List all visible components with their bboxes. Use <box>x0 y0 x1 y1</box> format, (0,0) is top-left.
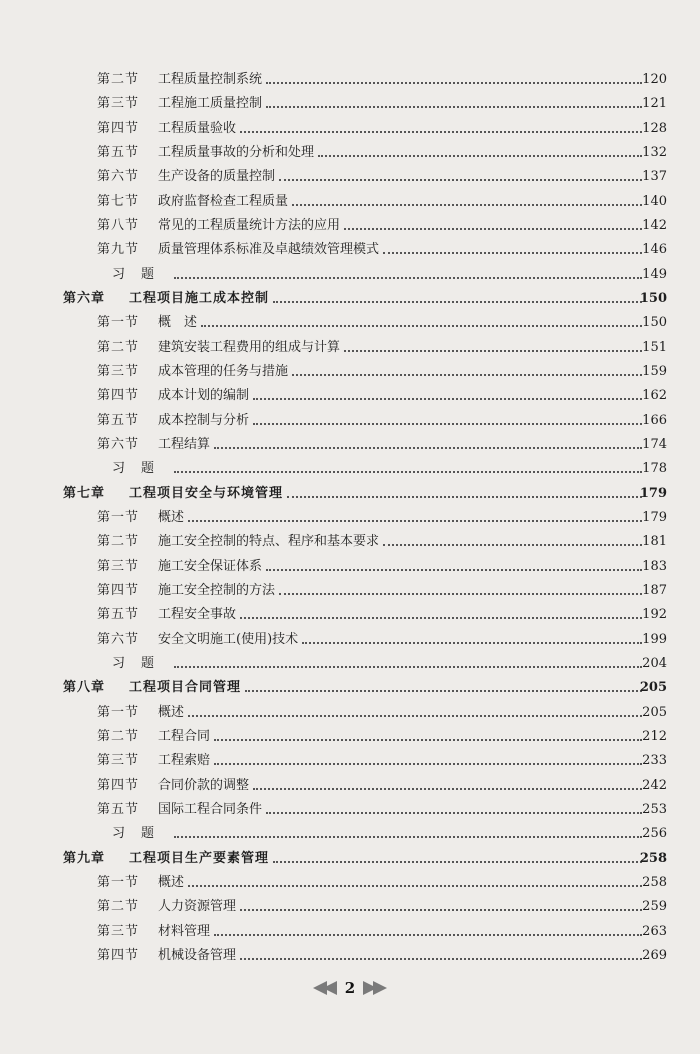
dot-leader <box>214 739 642 741</box>
section-label: 第三节 <box>97 364 140 380</box>
toc-section-row <box>0 92 700 116</box>
toc-section-row <box>0 117 700 141</box>
page-number-ref: 205 <box>642 704 667 720</box>
section-label: 第五节 <box>97 802 140 817</box>
page-number-ref: 146 <box>642 242 667 258</box>
page-number-ref: 140 <box>642 193 667 209</box>
page-number-ref: 256 <box>642 826 667 842</box>
section-label: 第一节 <box>97 874 140 890</box>
section-title: 成本管理的任务与措施 <box>158 364 289 380</box>
dot-leader <box>253 398 642 400</box>
section-label: 第三节 <box>97 923 140 939</box>
section-label: 第八节 <box>97 218 140 234</box>
section-title: 工程安全事故 <box>158 607 237 623</box>
dot-leader <box>273 861 642 863</box>
page-number-ref: 259 <box>642 899 667 915</box>
dot-leader <box>287 496 642 498</box>
page-number-ref: 205 <box>639 680 667 696</box>
section-label: 第六节 <box>97 631 140 647</box>
section-title: 国际工程合同条件 <box>158 802 263 817</box>
toc-exercise-row <box>0 457 700 481</box>
toc-section-row <box>0 384 700 408</box>
toc-section-row <box>0 749 700 773</box>
page-number-ref: 242 <box>642 777 667 793</box>
page-number-ref: 142 <box>642 218 667 234</box>
chapter-title: 工程项目合同管理 <box>129 680 242 696</box>
page-number-ref: 132 <box>642 145 667 161</box>
page-number-ref: 149 <box>642 266 667 282</box>
toc-section-row <box>0 628 700 652</box>
dot-leader <box>240 958 642 960</box>
section-label: 第一节 <box>97 315 140 331</box>
toc-section-row <box>0 579 700 603</box>
dot-leader <box>214 934 642 936</box>
section-title: 常见的工程质量统计方法的应用 <box>158 218 341 234</box>
toc-section-row <box>0 409 700 433</box>
page-number-ref: 166 <box>642 412 667 428</box>
page-number-ref: 258 <box>642 874 667 890</box>
section-title: 概述 <box>158 510 185 526</box>
page-number-ref: 269 <box>642 947 667 963</box>
page-number-ref: 258 <box>639 850 667 866</box>
section-title: 施工安全保证体系 <box>158 558 263 574</box>
section-title: 机械设备管理 <box>158 947 237 963</box>
page-number-ornament <box>313 979 387 997</box>
toc-chapter-row <box>0 676 700 700</box>
toc-section-row <box>0 701 700 725</box>
section-title: 概 述 <box>158 315 198 331</box>
dot-leader <box>266 812 642 814</box>
section-title: 生产设备的质量控制 <box>158 169 276 185</box>
page-number-ref: 137 <box>642 169 667 185</box>
section-label: 第四节 <box>97 777 140 793</box>
dot-leader <box>344 350 642 352</box>
page-number-ref: 150 <box>642 315 667 331</box>
page-number-ref: 151 <box>642 339 667 355</box>
section-title: 材料管理 <box>158 923 211 939</box>
dot-leader <box>188 715 642 717</box>
section-label: 第七节 <box>97 193 140 209</box>
section-label: 第四节 <box>97 120 140 136</box>
dot-leader <box>245 690 642 692</box>
chapter-title: 工程项目安全与环境管理 <box>129 485 284 501</box>
dot-leader <box>292 204 642 206</box>
section-title: 施工安全控制的方法 <box>158 583 276 599</box>
toc-section-row <box>0 555 700 579</box>
dot-leader <box>383 544 642 546</box>
section-title: 建筑安装工程费用的组成与计算 <box>158 339 341 355</box>
page-number-ref: 150 <box>639 291 667 307</box>
toc-section-row <box>0 336 700 360</box>
page-number-ref: 178 <box>642 461 667 477</box>
page-number-ref: 183 <box>642 558 667 574</box>
toc-exercise-row <box>0 822 700 846</box>
page-number-ref: 199 <box>642 631 667 647</box>
toc-chapter-row <box>0 847 700 871</box>
section-label: 第五节 <box>97 412 140 428</box>
page-number-ref: 128 <box>642 120 667 136</box>
dot-leader <box>279 593 642 595</box>
section-label: 第三节 <box>97 753 140 769</box>
page-number-ref: 179 <box>639 485 667 501</box>
chapter-title: 工程项目施工成本控制 <box>129 291 270 307</box>
table-of-contents <box>0 68 700 968</box>
section-label: 第四节 <box>97 388 140 404</box>
page-footer <box>0 975 700 1001</box>
dot-leader <box>266 569 642 571</box>
dot-leader <box>240 131 642 133</box>
toc-section-row <box>0 725 700 749</box>
toc-section-row <box>0 895 700 919</box>
dot-leader <box>174 471 642 473</box>
toc-section-row <box>0 165 700 189</box>
section-title: 习题 <box>112 266 171 282</box>
dot-leader <box>201 325 642 327</box>
section-label: 第九节 <box>97 242 140 258</box>
dot-leader <box>214 447 642 449</box>
dot-leader <box>188 885 642 887</box>
page-number-ref: 179 <box>642 510 667 526</box>
toc-chapter-row <box>0 287 700 311</box>
section-title: 工程质量控制系统 <box>158 72 263 88</box>
dot-leader <box>266 106 642 108</box>
dot-leader <box>318 155 642 157</box>
section-title: 质量管理体系标准及卓越绩效管理模式 <box>158 242 380 258</box>
section-label: 第五节 <box>97 145 140 161</box>
section-label: 第四节 <box>97 583 140 599</box>
dot-leader <box>240 617 642 619</box>
toc-section-row <box>0 774 700 798</box>
section-label: 第一节 <box>97 704 140 720</box>
double-right-arrow-icon <box>367 981 387 995</box>
chapter-label: 第六章 <box>63 291 106 307</box>
toc-section-row <box>0 919 700 943</box>
page-number-ref: 253 <box>642 802 667 817</box>
dot-leader <box>214 763 642 765</box>
section-title: 合同价款的调整 <box>158 777 250 793</box>
section-title: 成本控制与分析 <box>158 412 250 428</box>
dot-leader <box>383 252 642 254</box>
toc-section-row <box>0 311 700 335</box>
section-title: 工程结算 <box>158 437 211 453</box>
page-number-ref: 120 <box>642 72 667 88</box>
toc-section-row <box>0 944 700 968</box>
section-title: 成本计划的编制 <box>158 388 250 404</box>
toc-section-row <box>0 530 700 554</box>
section-label: 第六节 <box>97 437 140 453</box>
section-label: 第四节 <box>97 947 140 963</box>
dot-leader <box>273 301 642 303</box>
dot-leader <box>174 836 642 838</box>
toc-section-row <box>0 238 700 262</box>
section-label: 第三节 <box>97 558 140 574</box>
section-title: 习题 <box>112 826 171 842</box>
page-number-ref: 233 <box>642 753 667 769</box>
double-left-arrow-icon <box>313 981 333 995</box>
section-title: 政府监督检查工程质量 <box>158 193 289 209</box>
toc-section-row <box>0 360 700 384</box>
section-title: 工程索赔 <box>158 753 211 769</box>
section-label: 第六节 <box>97 169 140 185</box>
section-title: 工程质量验收 <box>158 120 237 136</box>
toc-section-row <box>0 871 700 895</box>
section-label: 第一节 <box>97 510 140 526</box>
section-label: 第二节 <box>97 729 140 745</box>
section-title: 工程质量事故的分析和处理 <box>158 145 315 161</box>
page-number: 2 <box>344 979 356 997</box>
section-label: 第二节 <box>97 899 140 915</box>
toc-section-row <box>0 433 700 457</box>
page-number-ref: 187 <box>642 583 667 599</box>
dot-leader <box>188 520 642 522</box>
chapter-label: 第八章 <box>63 680 106 696</box>
toc-section-row <box>0 68 700 92</box>
chapter-label: 第九章 <box>63 850 106 866</box>
page-number-ref: 181 <box>642 534 667 550</box>
section-title: 工程合同 <box>158 729 211 745</box>
section-title: 安全文明施工(使用)技术 <box>158 631 299 647</box>
dot-leader <box>302 642 642 644</box>
dot-leader <box>253 423 642 425</box>
section-label: 第二节 <box>97 339 140 355</box>
page-number-ref: 192 <box>642 607 667 623</box>
dot-leader <box>344 228 642 230</box>
dot-leader <box>292 374 642 376</box>
toc-section-row <box>0 603 700 627</box>
section-title: 概述 <box>158 704 185 720</box>
chapter-title: 工程项目生产要素管理 <box>129 850 270 866</box>
toc-section-row <box>0 506 700 530</box>
page-number-ref: 204 <box>642 656 667 672</box>
section-title: 工程施工质量控制 <box>158 96 263 112</box>
toc-section-row <box>0 798 700 822</box>
dot-leader <box>266 82 642 84</box>
page-number-ref: 174 <box>642 437 667 453</box>
section-title: 施工安全控制的特点、程序和基本要求 <box>158 534 380 550</box>
toc-exercise-row <box>0 263 700 287</box>
section-label: 第二节 <box>97 534 140 550</box>
section-label: 第二节 <box>97 72 140 88</box>
page-number-ref: 159 <box>642 364 667 380</box>
toc-exercise-row <box>0 652 700 676</box>
section-title: 习题 <box>112 461 171 477</box>
section-label: 第三节 <box>97 96 140 112</box>
dot-leader <box>240 909 642 911</box>
dot-leader <box>279 179 642 181</box>
section-label: 第五节 <box>97 607 140 623</box>
dot-leader <box>253 788 642 790</box>
page-number-ref: 121 <box>642 96 667 112</box>
toc-section-row <box>0 141 700 165</box>
toc-section-row <box>0 190 700 214</box>
dot-leader <box>174 277 642 279</box>
toc-chapter-row <box>0 482 700 506</box>
dot-leader <box>174 666 642 668</box>
chapter-label: 第七章 <box>63 485 106 501</box>
section-title: 概述 <box>158 874 185 890</box>
page-number-ref: 263 <box>642 923 667 939</box>
toc-section-row <box>0 214 700 238</box>
page-number-ref: 212 <box>642 729 667 745</box>
section-title: 人力资源管理 <box>158 899 237 915</box>
page-number-ref: 162 <box>642 388 667 404</box>
section-title: 习题 <box>112 656 171 672</box>
